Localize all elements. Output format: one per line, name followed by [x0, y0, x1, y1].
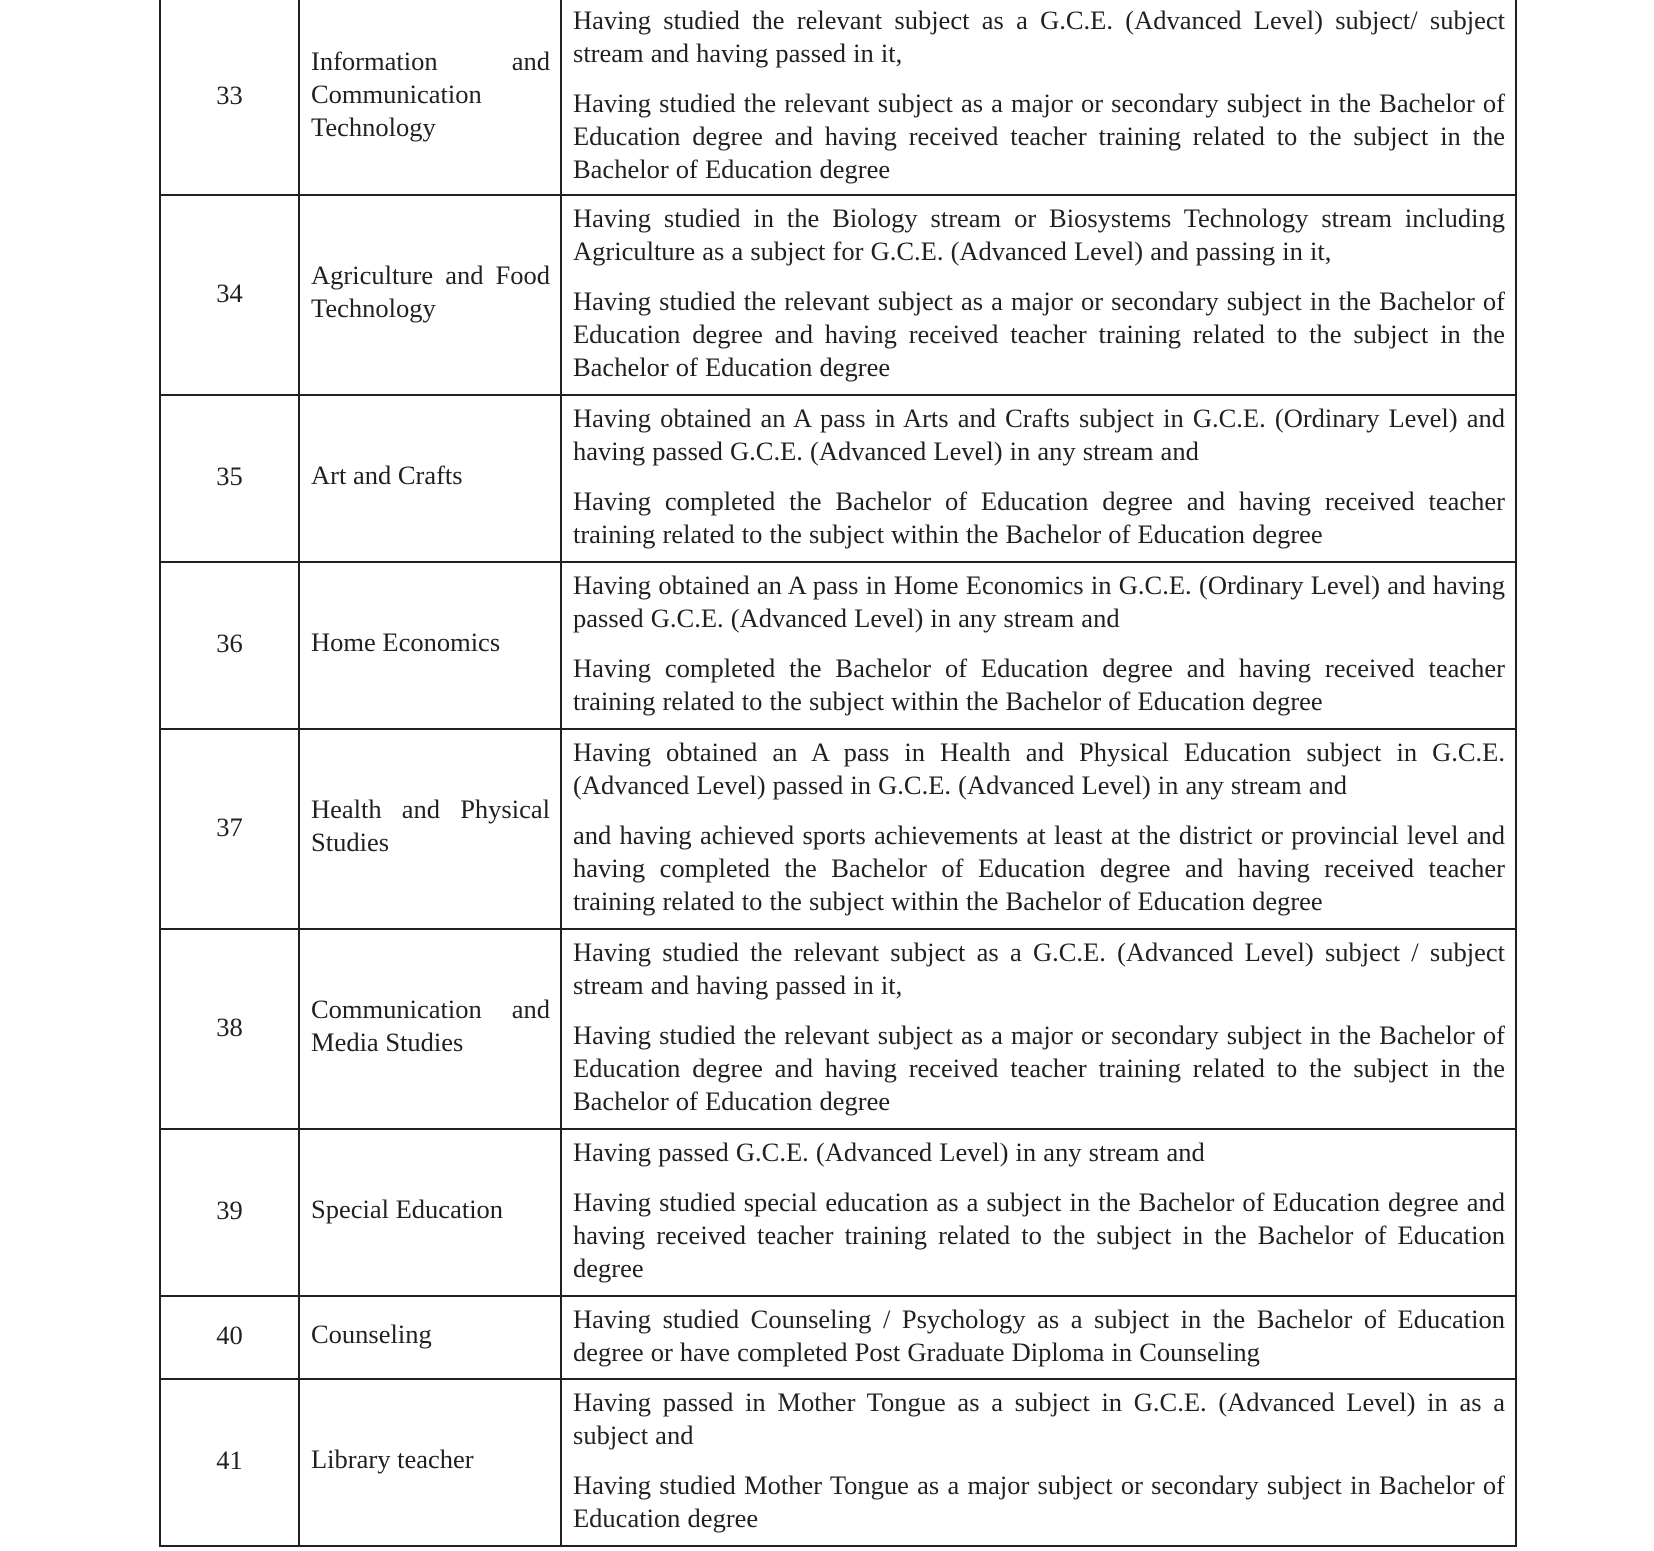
subject-name: Health and Physical Studies: [299, 729, 561, 929]
qualification-cell: [561, 0, 1516, 195]
qualification-cell: [561, 1296, 1516, 1379]
subject-name: Art and Crafts: [299, 395, 561, 562]
row-number: 41: [160, 1379, 299, 1546]
qualification-text: Having passed in Mother Tongue as a subject in G.C.E. (Advanced Level) in as a subject and: [573, 1387, 1505, 1450]
row-number: 36: [160, 562, 299, 729]
row-number: 40: [160, 1296, 299, 1379]
row-number: 35: [160, 395, 299, 562]
subject-name: Library teacher: [299, 1379, 561, 1546]
qualification-text: Having studied Mother Tongue as a major subject or secondary subject in Bachelor of Education degree: [573, 1470, 1505, 1533]
qualification-text: Having studied special education as a subject in the Bachelor of Education degree and having received teacher training related to the subject in the Bachelor of Education degree: [573, 1187, 1505, 1283]
qualification-text: Having completed the Bachelor of Education degree and having received teacher training related to the subject within the Bachelor of Education degree: [573, 653, 1505, 716]
row-number: 37: [160, 729, 299, 929]
table-row: [160, 1129, 1516, 1296]
qualification-text: Having studied the relevant subject as a G.C.E. (Advanced Level) subject / subject stream and having passed in it,: [573, 937, 1505, 1000]
qualification-text: Having obtained an A pass in Home Economics in G.C.E. (Ordinary Level) and having passed G.C.E. (Advanced Level) in any stream and: [573, 570, 1505, 633]
subject-name: Counseling: [299, 1296, 561, 1379]
qualification-text: Having passed G.C.E. (Advanced Level) in any stream and: [573, 1137, 1205, 1167]
qualification-text: Having studied the relevant subject as a major or secondary subject in the Bachelor of Education degree and having received teacher training related to the subject in the Bachelor of Education degree: [573, 1020, 1505, 1116]
row-number: 39: [160, 1129, 299, 1296]
table-row: [160, 1379, 1516, 1546]
table-row: [160, 562, 1516, 729]
qualification-text: Having studied in the Biology stream or Biosystems Technology stream including Agriculture as a subject for G.C.E. (Advanced Level) and passing in it,: [573, 203, 1505, 266]
row-number: 33: [160, 0, 299, 195]
qualification-cell: [561, 1379, 1516, 1546]
qualification-text: Having studied Counseling / Psychology as a subject in the Bachelor of Education degree or have completed Post Graduate Diploma in Counseling: [573, 1303, 1505, 1367]
subject-name: Agriculture and Food Technology: [299, 195, 561, 395]
qualification-cell: [561, 929, 1516, 1129]
subject-name: Home Economics: [299, 562, 561, 729]
qualification-text: and having achieved sports achievements at least at the district or provincial level and having completed the Bachelor of Education degree and having received teacher training related to the subject within the Bachelor of Education degree: [573, 820, 1505, 916]
qualification-cell: [561, 562, 1516, 729]
row-number: 34: [160, 195, 299, 395]
table-row: [160, 1296, 1516, 1379]
qualification-text: Having studied the relevant subject as a major or secondary subject in the Bachelor of Education degree and having received teacher training related to the subject in the Bachelor of Education degree: [573, 88, 1505, 184]
table-row: [160, 195, 1516, 395]
qualification-text: Having obtained an A pass in Health and Physical Education subject in G.C.E. (Advanced Level) passed in G.C.E. (Advanced Level) in any stream and: [573, 737, 1505, 800]
table-row: [160, 0, 1516, 195]
qualification-text: Having studied the relevant subject as a major or secondary subject in the Bachelor of Education degree and having received teacher training related to the subject in the Bachelor of Education degree: [573, 286, 1505, 382]
table-row: [160, 929, 1516, 1129]
qualification-text: Having obtained an A pass in Arts and Crafts subject in G.C.E. (Ordinary Level) and having passed G.C.E. (Advanced Level) in any stream and: [573, 403, 1505, 466]
subject-name: Special Education: [299, 1129, 561, 1296]
qualification-cell: [561, 729, 1516, 929]
qualification-cell: [561, 1129, 1516, 1296]
qualification-cell: [561, 195, 1516, 395]
qualification-cell: [561, 395, 1516, 562]
table-row: [160, 395, 1516, 562]
subject-name: Communication and Media Studies: [299, 929, 561, 1129]
subject-name: Information and Communication Technology: [299, 0, 561, 195]
row-number: 38: [160, 929, 299, 1129]
qualification-text: Having completed the Bachelor of Education degree and having received teacher training related to the subject within the Bachelor of Education degree: [573, 486, 1505, 549]
qualification-text: Having studied the relevant subject as a G.C.E. (Advanced Level) subject/ subject stream and having passed in it,: [573, 5, 1505, 68]
qualifications-table: [159, 0, 1517, 1547]
table-row: [160, 729, 1516, 929]
